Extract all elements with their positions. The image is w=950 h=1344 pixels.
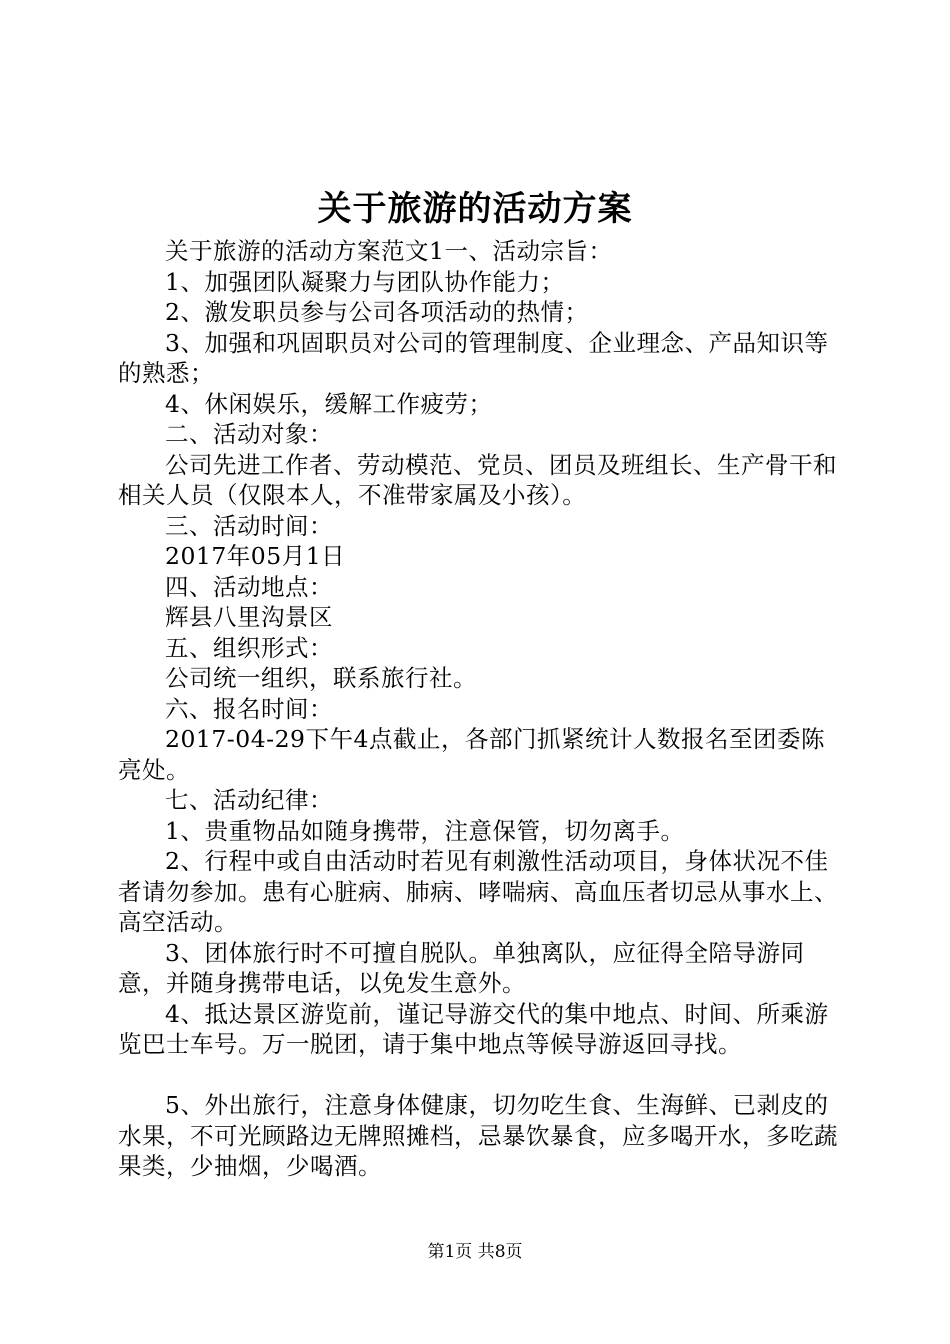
paragraph: 3、加强和巩固职员对公司的管理制度、企业理念、产品知识等的熟悉； xyxy=(118,328,829,387)
paragraph: 2017年05月1日 xyxy=(165,542,346,570)
paragraph: 3、团体旅行时不可擅自脱队。单独离队，应征得全陪导游同意，并随身携带电话，以免发生意外。 xyxy=(118,938,805,997)
paragraph: 关于旅游的活动方案范文1一、活动宗旨： xyxy=(165,237,613,265)
section-heading: 五、组织形式： xyxy=(165,633,333,662)
section-heading: 四、活动地点： xyxy=(165,572,333,601)
section-heading: 七、活动纪律： xyxy=(165,786,333,814)
paragraph: 4、休闲娱乐，缓解工作疲劳； xyxy=(165,389,493,418)
section-heading: 二、活动对象： xyxy=(165,420,333,448)
paragraph: 4、抵达景区游览前，谨记导游交代的集中地点、时间、所乘游览巴士车号。万一脱团，请于集中地点等候导游返回寻找。 xyxy=(118,999,829,1058)
paragraph: 2、行程中或自由活动时若见有刺激性活动项目，身体状况不佳者请勿参加。患有心脏病、肺病、哮喘病、高血压者切忌从事水上、高空活动。 xyxy=(118,847,838,936)
paragraph: 公司统一组织，联系旅行社。 xyxy=(165,664,477,692)
blank-line xyxy=(118,1060,840,1091)
paragraph: 1、加强团队凝聚力与团队协作能力； xyxy=(165,267,565,296)
document-body xyxy=(118,236,840,1182)
paragraph: 公司先进工作者、劳动模范、党员、团员及班组长、生产骨干和相关人员（仅限本人，不准带家属及小孩）。 xyxy=(118,450,837,509)
section-heading: 三、活动时间： xyxy=(165,511,333,540)
section-heading: 六、报名时间： xyxy=(165,694,333,723)
paragraph: 5、外出旅行，注意身体健康，切勿吃生食、生海鲜、已剥皮的水果，不可光顾路边无牌照摊档，忌暴饮暴食，应多喝开水，多吃蔬果类，少抽烟，少喝酒。 xyxy=(118,1091,838,1180)
paragraph: 1、贵重物品如随身携带，注意保管，切勿离手。 xyxy=(165,816,685,845)
paragraph: 2、激发职员参与公司各项活动的热情； xyxy=(165,298,589,326)
document-title: 关于旅游的活动方案 xyxy=(317,189,633,229)
paragraph: 2017-04-29下午4点截止，各部门抓紧统计人数报名至团委陈亮处。 xyxy=(118,725,825,784)
page-number-footer: 第1页 共8页 xyxy=(427,1242,523,1262)
paragraph: 辉县八里沟景区 xyxy=(165,603,333,631)
